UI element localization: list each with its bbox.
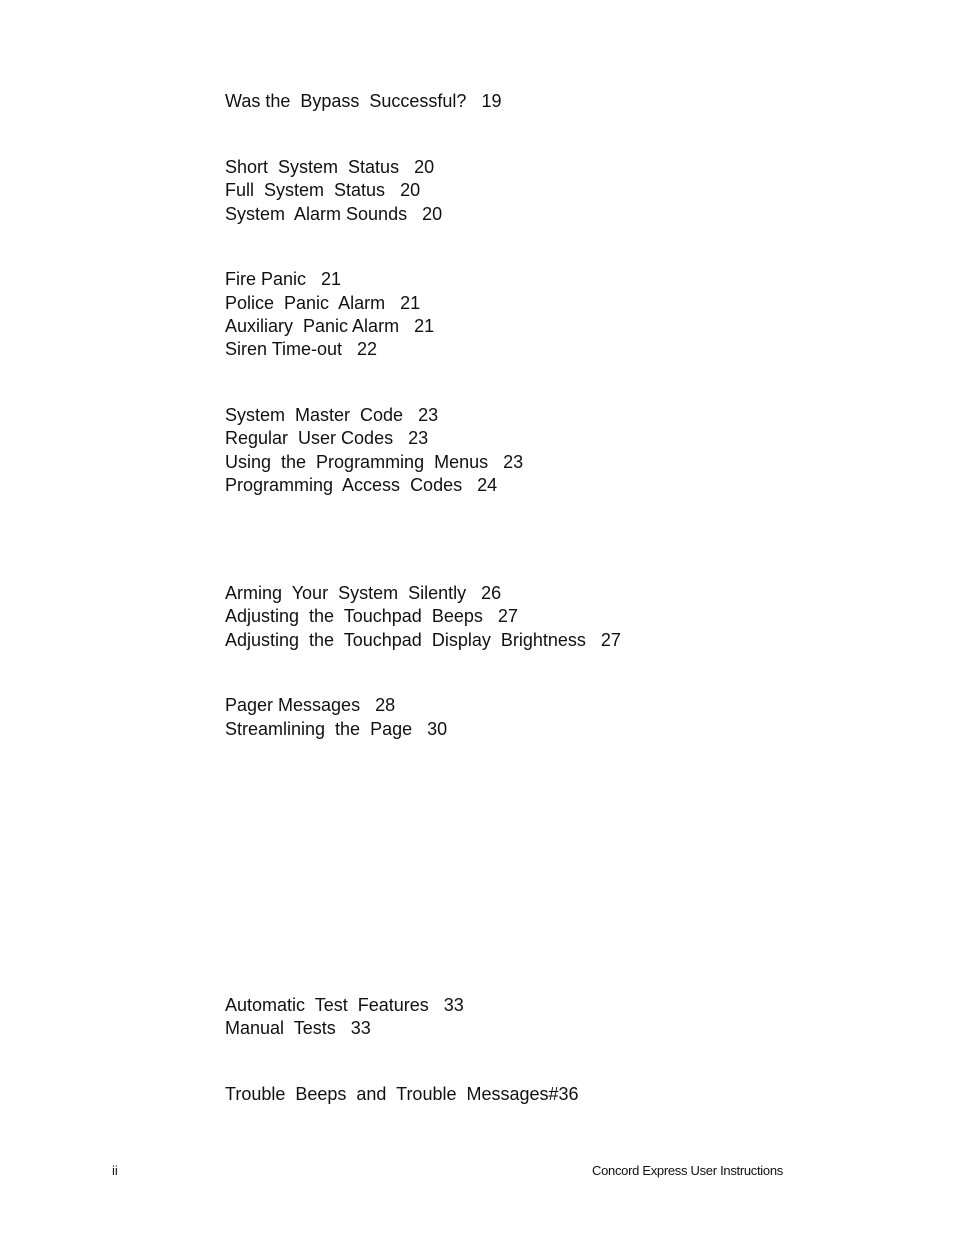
toc-entry-page: 24 bbox=[477, 475, 498, 495]
toc-entry bbox=[225, 427, 428, 449]
toc-entry-title: Was the Bypass Successful? bbox=[225, 91, 467, 111]
toc-entry bbox=[225, 179, 420, 201]
toc-entry-page: 21 bbox=[414, 316, 435, 336]
toc-entry-title: Regular User Codes bbox=[225, 428, 394, 448]
page-number: ii bbox=[112, 1163, 118, 1178]
toc-entry bbox=[225, 203, 442, 225]
toc-entry-page: 19 bbox=[481, 91, 502, 111]
toc-entry-title: Auxiliary Panic Alarm bbox=[225, 316, 400, 336]
toc-entry bbox=[225, 629, 621, 651]
document-title: Concord Express User Instructions bbox=[592, 1163, 783, 1178]
toc-entry-page: 26 bbox=[481, 583, 502, 603]
toc-entry-title: Fire Panic bbox=[225, 269, 307, 289]
toc-entry-page: 23 bbox=[503, 452, 524, 472]
toc-entry bbox=[225, 694, 395, 716]
toc-entry-page: #36 bbox=[548, 1084, 579, 1104]
toc-entry-title: Arming Your System Silently bbox=[225, 583, 467, 603]
toc-entry-title: Automatic Test Features bbox=[225, 995, 429, 1015]
toc-entry-page: 27 bbox=[497, 606, 518, 626]
toc-entry-title: Police Panic Alarm bbox=[225, 293, 386, 313]
toc-entry-title: System Alarm Sounds bbox=[225, 204, 408, 224]
toc-entry-title: Programming Access Codes bbox=[225, 475, 463, 495]
toc-entry-page: 20 bbox=[422, 204, 443, 224]
toc-entry-page: 21 bbox=[400, 293, 421, 313]
toc-entry-title: Full System Status bbox=[225, 180, 386, 200]
toc-entry-title: Adjusting the Touchpad Beeps bbox=[225, 606, 483, 626]
toc-entry-page: 30 bbox=[427, 719, 448, 739]
toc-entry-page: 23 bbox=[408, 428, 429, 448]
toc-entry-title: Short System Status bbox=[225, 157, 400, 177]
toc-entry bbox=[225, 1083, 579, 1105]
toc-entry bbox=[225, 1017, 371, 1039]
toc-entry bbox=[225, 404, 438, 426]
toc-entry-title: System Master Code bbox=[225, 405, 404, 425]
toc-entry-page: 23 bbox=[418, 405, 439, 425]
toc-entry-page: 22 bbox=[357, 339, 378, 359]
toc-entry-title: Adjusting the Touchpad Display Brightness bbox=[225, 630, 586, 650]
toc-entry-title: Using the Programming Menus bbox=[225, 452, 489, 472]
toc-entry-page: 33 bbox=[443, 995, 464, 1015]
toc-entry-page: 33 bbox=[350, 1018, 371, 1038]
toc-entry bbox=[225, 268, 341, 290]
toc-entry-page: 28 bbox=[375, 695, 396, 715]
toc-entry bbox=[225, 292, 420, 314]
toc-entry bbox=[225, 994, 464, 1016]
toc-entry bbox=[225, 156, 434, 178]
toc-entry bbox=[225, 315, 434, 337]
toc-entry bbox=[225, 474, 497, 496]
toc-entry-page: 27 bbox=[600, 630, 621, 650]
toc-entry-title: Streamlining the Page bbox=[225, 719, 413, 739]
toc-entry-page: 20 bbox=[400, 180, 421, 200]
toc-entry bbox=[225, 451, 523, 473]
toc-entry-page: 20 bbox=[414, 157, 435, 177]
toc-entry bbox=[225, 90, 501, 112]
toc-entry-title: Trouble Beeps and Trouble Messages bbox=[225, 1084, 549, 1104]
toc-entry bbox=[225, 718, 447, 740]
toc-entry-title: Pager Messages bbox=[225, 695, 361, 715]
toc-entry bbox=[225, 338, 377, 360]
toc-entry-title: Siren Time-out bbox=[225, 339, 343, 359]
toc-entry-page: 21 bbox=[321, 269, 342, 289]
toc-entry bbox=[225, 605, 518, 627]
toc-entry-title: Manual Tests bbox=[225, 1018, 336, 1038]
toc-entry bbox=[225, 582, 501, 604]
